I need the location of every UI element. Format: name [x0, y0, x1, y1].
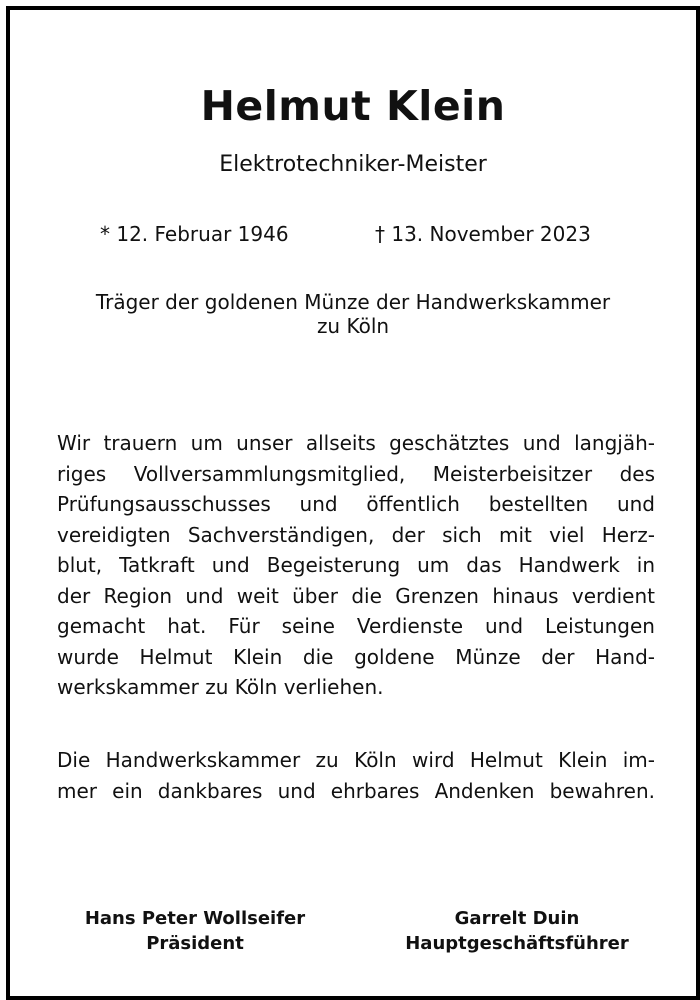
- paragraph-line: mer ein dankbares und ehrbares Andenken bewahren.: [57, 778, 655, 803]
- paragraph-line: blut, Tatkraft und Begeisterung um das Handwerk in: [57, 553, 655, 577]
- memorial-paragraph: [57, 428, 655, 703]
- paragraph-line: Wir trauern um unser allseits geschätztes und langjäh-: [57, 431, 655, 455]
- signatory-title: Präsident: [146, 933, 244, 954]
- paragraph-line: werkskammer zu Köln verliehen.: [57, 675, 384, 699]
- paragraph-line: Die Handwerkskammer zu Köln wird Helmut Klein im-: [57, 748, 655, 772]
- profession: Elektrotechniker-Meister: [219, 152, 487, 177]
- paragraph-line: wurde Helmut Klein die goldene Münze der Hand-: [57, 644, 655, 669]
- paragraph-line: vereidigten Sachverständigen, der sich mit viel Herz-: [57, 522, 655, 547]
- award-line: Träger der goldenen Münze der Handwerkskammer: [95, 290, 611, 314]
- signature-managing-director: [382, 906, 652, 956]
- signatory-name: Garrelt Duin: [454, 908, 580, 929]
- paragraph-line: der Region und weit über die Grenzen hinaus verdient: [57, 583, 655, 608]
- paragraph-line: gemacht hat. Für seine Verdienste und Leistungen: [57, 614, 655, 638]
- signatory-name: Hans Peter Wollseifer: [84, 908, 306, 929]
- obituary-notice: [10, 10, 696, 996]
- paragraph-line: riges Vollversammlungsmitglied, Meisterbeisitzer des: [57, 461, 655, 486]
- deceased-name: Helmut Klein: [200, 82, 506, 130]
- birth-date: * 12. Februar 1946: [100, 222, 289, 246]
- signature-president: [60, 906, 330, 956]
- death-date: † 13. November 2023: [375, 222, 591, 246]
- award-line: zu Köln: [316, 314, 390, 338]
- paragraph-line: Prüfungsausschusses und öffentlich bestellten und: [57, 492, 655, 516]
- notice-border: [6, 6, 700, 1000]
- signatory-title: Hauptgeschäftsführer: [405, 933, 629, 954]
- award-text: [50, 290, 656, 338]
- closing-paragraph: [57, 745, 655, 806]
